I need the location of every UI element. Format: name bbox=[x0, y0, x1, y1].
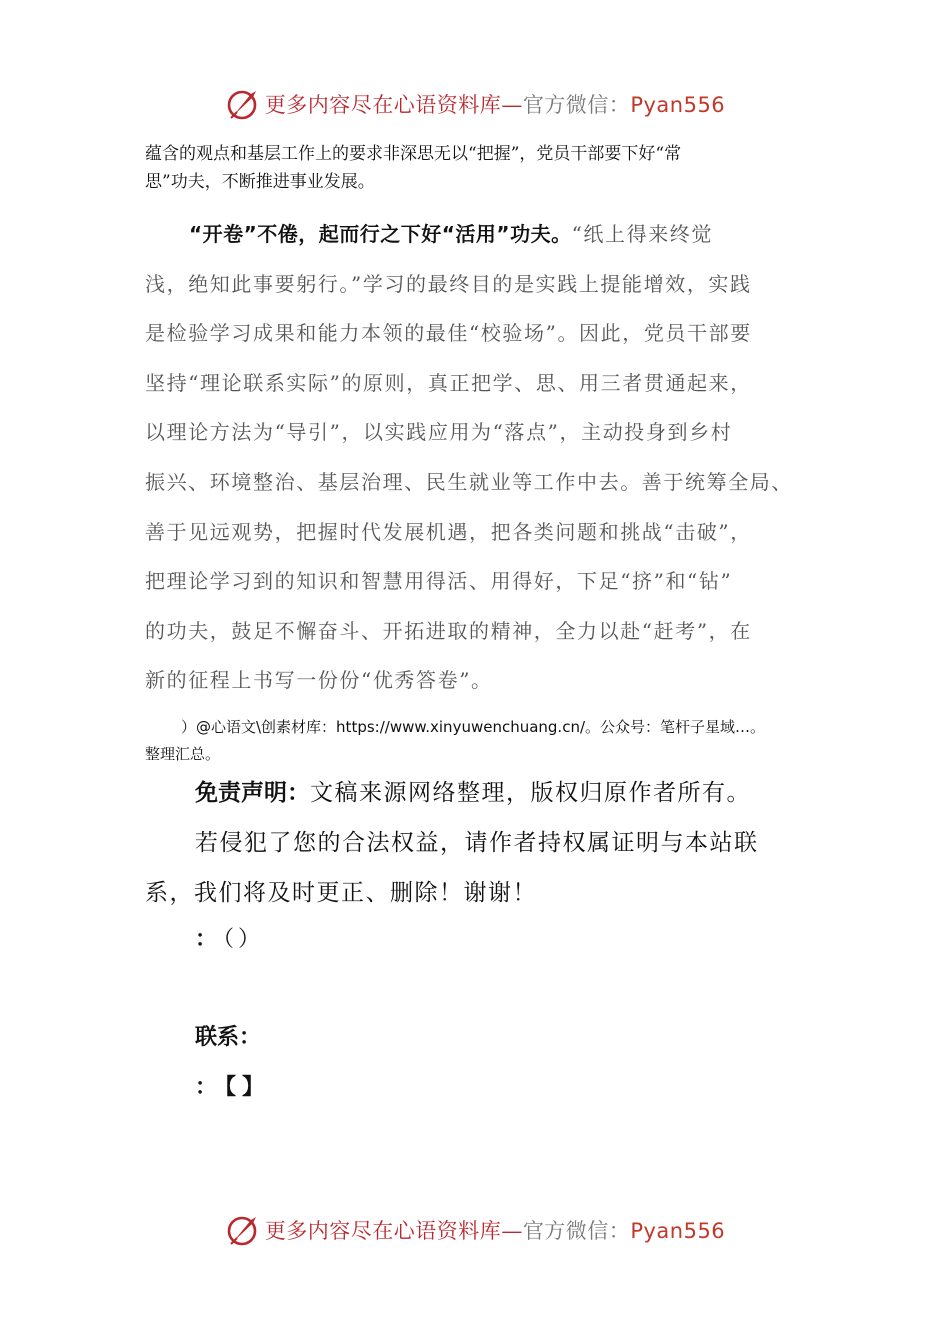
para2-line: 坚持“理论联系实际”的原则，真正把学、思、用三者贯通起来， bbox=[145, 370, 752, 395]
paragraph-1 bbox=[145, 140, 810, 196]
para2-line: 善于见远观势，把握时代发展机遇，把各类问题和挑战“击破”， bbox=[145, 519, 752, 544]
footer-banner bbox=[0, 1210, 950, 1250]
banner-dash: — bbox=[501, 93, 523, 117]
banner-main: 更多内容尽在心语资料库 bbox=[264, 1219, 502, 1243]
disclaimer-text-3: 系，我们将及时更正、删除！谢谢！ bbox=[145, 880, 537, 906]
para2-line: 的功夫，鼓足不懈奋斗、开拓进取的精神，全力以赴“赶考”，在 bbox=[145, 618, 752, 643]
quill-logo-icon bbox=[225, 1212, 261, 1248]
blank2-brackets: 【】 bbox=[225, 1075, 271, 1100]
contact-label bbox=[195, 1020, 261, 1051]
header-banner bbox=[0, 84, 950, 124]
source-note bbox=[145, 714, 825, 768]
paragraph-2 bbox=[145, 210, 820, 706]
disclaimer-label: 免责声明： bbox=[195, 780, 310, 806]
para2-first-rest: “纸上得来终觉 bbox=[571, 222, 714, 246]
para2-line: 新的征程上书写一份份“优秀答卷”。 bbox=[145, 668, 493, 693]
banner-wechat-label: 官方微信： bbox=[522, 93, 631, 117]
para1-line: 思”功夫，不断推进事业发展。 bbox=[145, 172, 375, 192]
disclaimer bbox=[145, 768, 815, 918]
quill-logo-icon bbox=[225, 86, 261, 122]
contact-label-text: 联系： bbox=[195, 1025, 262, 1050]
source-line-2: 整理汇总。 bbox=[145, 745, 221, 763]
disclaimer-text-2: 若侵犯了您的合法权益，请作者持权属证明与本站联 bbox=[195, 830, 759, 856]
para1-line: 蕴含的观点和基层工作上的要求非深思无以“把握”，党员干部要下好“常 bbox=[145, 144, 682, 164]
disclaimer-text-1: 文稿来源网络整理，版权归原作者所有。 bbox=[310, 780, 751, 806]
banner-wechat-label: 官方微信： bbox=[522, 1219, 631, 1243]
source-line-1: ）@心语文\创素材库：https://www.xinyuwenchuang.cn/。公众号：笔杆子星域…。 bbox=[181, 718, 766, 736]
blank-field-2 bbox=[195, 1070, 270, 1101]
blank-field-1 bbox=[195, 922, 264, 953]
blank2-colon: ： bbox=[195, 1075, 218, 1100]
blank1-colon: ： bbox=[195, 927, 218, 952]
para2-line: 把理论学习到的知识和智慧用得活、用得好，下足“挤”和“钻” bbox=[145, 569, 733, 594]
para2-first-line bbox=[145, 210, 820, 260]
banner-text bbox=[265, 1215, 725, 1245]
para2-line: 是检验学习成果和能力本领的最佳“校验场”。因此，党员干部要 bbox=[145, 321, 752, 346]
blank1-paren: （） bbox=[223, 927, 265, 952]
banner-wechat-id: Pyan556 bbox=[630, 1219, 726, 1243]
para2-line: 浅，绝知此事要躬行。”学习的最终目的是实践上提能增效，实践 bbox=[145, 271, 752, 296]
disclaimer-line-1 bbox=[145, 768, 815, 818]
banner-main: 更多内容尽在心语资料库 bbox=[264, 93, 502, 117]
para2-line: 振兴、环境整治、基层治理、民生就业等工作中去。善于统筹全局、 bbox=[145, 469, 793, 494]
banner-wechat-id: Pyan556 bbox=[630, 93, 726, 117]
banner-text bbox=[265, 89, 725, 119]
para2-line: 以理论方法为“导引”，以实践应用为“落点”，主动投身到乡村 bbox=[145, 420, 733, 445]
para2-lead: “开卷”不倦，起而行之下好“活用”功夫。 bbox=[189, 222, 572, 246]
banner-dash: — bbox=[501, 1219, 523, 1243]
